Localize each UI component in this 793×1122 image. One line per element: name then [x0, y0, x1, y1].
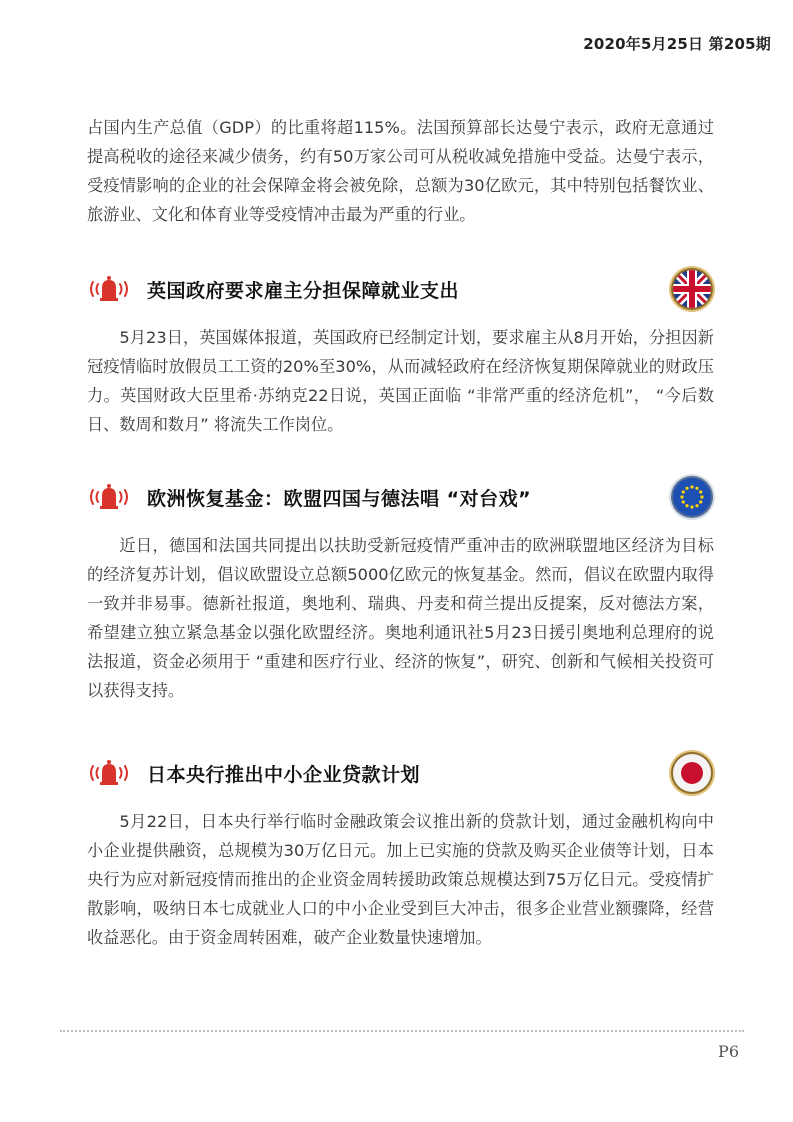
uk-flag-icon: [668, 265, 716, 313]
section-title: 英国政府要求雇主分担保障就业支出: [147, 279, 460, 302]
intro-paragraph: 占国内生产总值（GDP）的比重将超115%。法国预算部长达曼宁表示，政府无意通过提高税收的途径来减少债务，约有50万家公司可从税收减免措施中受益。达曼宁表示，受疫情影响的企业的社会保障金将会被免除，总额为30亿欧元，其中特别包括餐饮业、旅游业、文化和体育业等受疫情冲击最为严重的行业。: [87, 118, 714, 224]
section-body: 5月23日，英国媒体报道，英国政府已经制定计划，要求雇主从8月开始，分担因新冠疫情临时放假员工工资的20%至30%，从而减轻政府在经济恢复期保障就业的财政压力。英国财政大臣里希·苏纳克22日说，英国正面临 “非常严重的经济危机”， “今后数日、数周和数月” 将流失工作岗位。: [87, 328, 714, 434]
section-body: 5月22日，日本央行举行临时金融政策会议推出新的贷款计划，通过金融机构向中小企业提供融资，总规模为30万亿日元。加上已实施的贷款及购买企业债等计划，日本央行为应对新冠疫情而推出的企业资金周转援助政策总规模达到75万亿日元。受疫情扩散影响，吸纳日本七成就业人口的中小企业受到巨大冲击，很多企业营业额骤降，经营收益恶化。由于资金周转困难，破产企业数量快速增加。: [87, 812, 714, 947]
section-body: 近日，德国和法国共同提出以扶助受新冠疫情严重冲击的欧洲联盟地区经济为目标的经济复苏计划，倡议欧盟设立总额5000亿欧元的恢复基金。然而，倡议在欧盟内取得一致并非易事。德新社报道，奥地利、瑞典、丹麦和荷兰提出反提案，反对德法方案，希望建立独立紧急基金以强化欧盟经济。奥地利通讯社5月23日援引奥地利总理府的说法报道，资金必须用于 “重建和医疗行业、经济的恢复”，研究、创新和气候相关投资可以获得支持。: [87, 536, 714, 700]
section-header-eu: [87, 472, 714, 522]
section-title: 日本央行推出中小企业贷款计划: [147, 763, 421, 786]
japan-flag-icon: [668, 749, 716, 797]
section-header-japan: [87, 748, 714, 798]
section-header-uk: [87, 264, 714, 314]
alarm-bell-icon: [87, 272, 131, 306]
alarm-bell-icon: [87, 756, 131, 790]
section-title: 欧洲恢复基金：欧盟四国与德法唱 “对台戏”: [147, 487, 532, 510]
footer-divider: [60, 1030, 744, 1032]
page-number: P6: [718, 1042, 739, 1061]
date-issue: 2020年5月25日 第205期: [583, 35, 771, 53]
alarm-bell-icon: [87, 480, 131, 514]
eu-flag-icon: [668, 473, 716, 521]
